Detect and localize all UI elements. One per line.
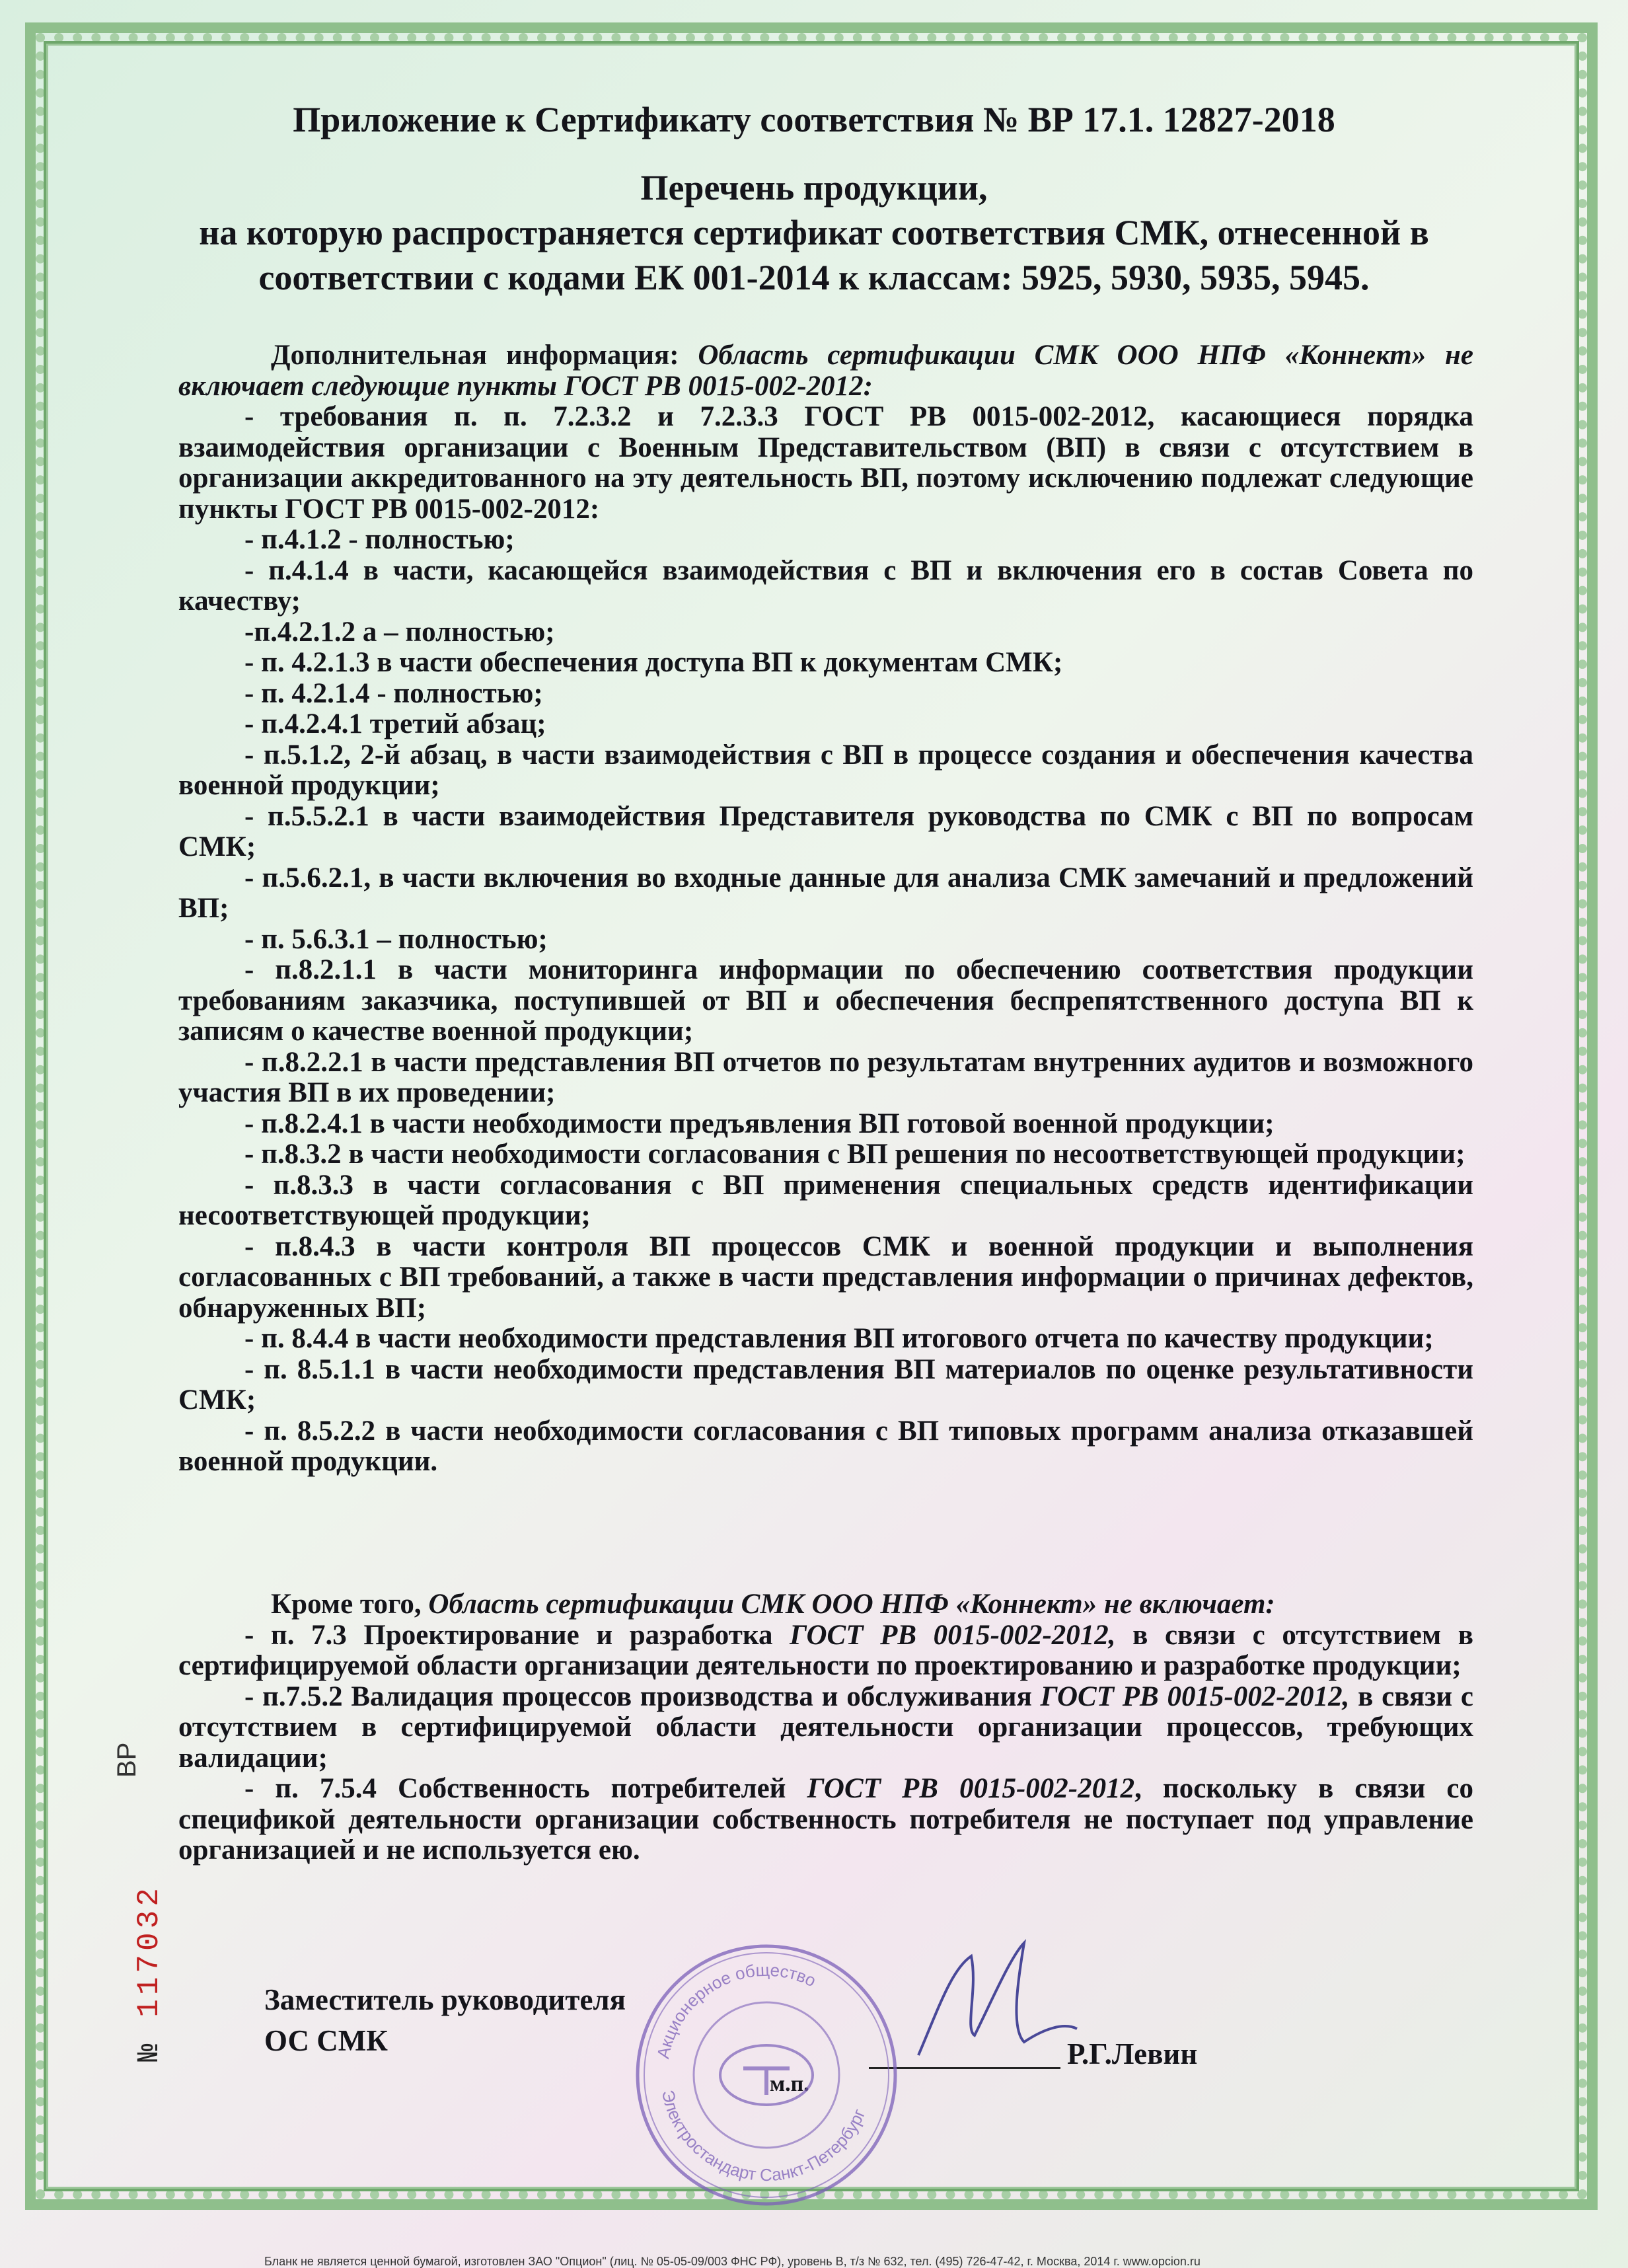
list-item <box>178 1620 1473 1682</box>
list-item: -п.4.2.1.2 а – полностью; <box>244 616 555 648</box>
document-subtitle <box>99 165 1529 300</box>
list-item: - требования п. п. 7.2.3.2 и 7.2.3.3 ГОСТ РВ 0015-002-2012, касающиеся порядка взаимодействия организации с Военным Представительством (ВП) в связи с отсутствием в организации аккредитованного на эту деятельность ВП, поэтому исключению подлежат следующие пункты ГОСТ РВ 0015-002-2012: <box>178 401 1473 525</box>
list-item: - п.4.2.4.1 третий абзац; <box>244 708 546 739</box>
list-item: - п.8.2.2.1 в части представления ВП отчетов по результатам внутренних аудитов и возможного участия ВП в их проведении; <box>178 1046 1473 1108</box>
document-title: Приложение к Сертификату соответствия № ВР 17.1. 12827-2018 <box>293 100 1335 139</box>
handwritten-signature <box>912 1930 1084 2068</box>
list-item: - п.5.5.2.1 в части взаимодействия Представителя руководства по СМК с ВП по вопросам СМК; <box>178 800 1473 862</box>
subtitle-line-3: соответствии с кодами ЕК 001-2014 к классам: 5925, 5930, 5935, 5945. <box>258 258 1370 297</box>
list-item: - п.4.1.4 в части, касающейся взаимодействия с ВП и включения его в состав Совета по качеству; <box>178 554 1473 617</box>
form-serial-number <box>132 1884 166 2062</box>
serial-prefix: № <box>132 2039 166 2062</box>
list-item: - п. 5.6.3.1 – полностью; <box>244 923 548 955</box>
list-item: - п.8.2.1.1 в части мониторинга информации по обеспечению соответствия продукции требованиям заказчика, поступившей от ВП и обеспечения беспрепятственного доступа ВП к записям о качестве военной продукции; <box>178 954 1473 1047</box>
section2-lead <box>178 1589 1473 1620</box>
form-footer-note: Бланк не является ценной бумагой, изготовлен ЗАО "Опцион" (лиц. № 05-05-09/003 ФНС РФ), уровень В, т/з № 632, тел. (495) 726-47-42, г. Москва, 2014 г. www.opcion.ru <box>264 2255 1201 2268</box>
item-standard: ГОСТ РВ 0015-002-2012 <box>807 1773 1135 1804</box>
stamp-place-label: м.п. <box>770 2072 809 2096</box>
signer-name: Р.Г.Левин <box>1067 2037 1198 2070</box>
section2-lead-italic: Область сертификации СМК ООО НПФ «Коннект» не включает: <box>428 1589 1275 1620</box>
list-item: - п. 4.2.1.3 в части обеспечения доступа ВП к документам СМК; <box>244 647 1063 678</box>
svg-text:Акционерное общество <box>653 1960 819 2060</box>
intro-lead: Дополнительная информация: <box>271 340 698 371</box>
item-text: в связи с отсутствием в сертифицируемой области деятельности организации процессов, требующих валидации; <box>178 1681 1473 1774</box>
list-item: - п. 4.2.1.4 - полностью; <box>244 677 543 709</box>
list-item <box>178 1682 1473 1774</box>
list-item: - п.4.1.2 - полностью; <box>244 524 515 555</box>
organization-stamp <box>628 1936 905 2214</box>
stamp-ring-bottom: Электростандарт Санкт-Петербург <box>657 2088 870 2185</box>
list-item: - п.8.4.3 в части контроля ВП процессов СМК и военной продукции и выполнения согласованных с ВП требований, а также в части представления информации о причинах дефектов, обнаруженных ВП; <box>178 1230 1473 1324</box>
item-standard: ГОСТ РВ 0015-002-2012, <box>1040 1681 1350 1712</box>
intro-lead-italic: Область сертификации СМК ООО НПФ «Коннект» не включает следующие пункты ГОСТ РВ 0015-002-2012: <box>178 340 1473 402</box>
list-item <box>178 1774 1473 1866</box>
list-item: - п.8.2.4.1 в части необходимости предъявления ВП готовой военной продукции; <box>244 1108 1275 1139</box>
item-text: - п. 7.5.4 Собственность потребителей <box>244 1773 807 1804</box>
section2-lead-text: Кроме того, <box>271 1589 429 1620</box>
intro-paragraph <box>178 340 1473 402</box>
additional-exclusions <box>178 1589 1473 1866</box>
list-item: - п.5.6.2.1, в части включения во входные данные для анализа СМК замечаний и предложений ВП; <box>178 862 1473 924</box>
item-standard: ГОСТ РВ 0015-002-2012, <box>790 1619 1116 1651</box>
subtitle-line-1: Перечень продукции, <box>640 168 988 208</box>
subtitle-line-2: на которую распространяется сертификат соответствия СМК, отнесенной в <box>199 213 1429 252</box>
item-text: , поскольку в связи со спецификой деятельности организации собственность потребителя не поступает под управление организацией и не используется ею. <box>178 1773 1473 1866</box>
signer-position-1: Заместитель руководителя <box>264 1983 626 2016</box>
stamp-ring-top: Акционерное общество <box>653 1959 819 2060</box>
item-text: в связи с отсутствием в сертифицируемой области организации деятельности по проектированию и разработке продукции; <box>178 1619 1473 1681</box>
item-text: - п. 7.3 Проектирование и разработка <box>244 1619 790 1651</box>
exclusions-list <box>178 340 1473 1478</box>
form-series: ВР <box>112 1742 141 1778</box>
signer-position-2: ОС СМК <box>264 2024 388 2057</box>
serial-value: 117032 <box>132 1884 166 2018</box>
list-item: - п. 8.5.1.1 в части необходимости представления ВП материалов по оценке результативности СМК; <box>178 1353 1473 1416</box>
list-item: - п.5.1.2, 2-й абзац, в части взаимодействия с ВП в процессе создания и обеспечения качества военной продукции; <box>178 739 1473 801</box>
item-text: - п.7.5.2 Валидация процессов производства и обслуживания <box>244 1681 1041 1712</box>
list-item: - п. 8.4.4 в части необходимости представления ВП итогового отчета по качеству продукции; <box>244 1323 1434 1354</box>
list-item: - п.8.3.3 в части согласования с ВП применения специальных средств идентификации несоответствующей продукции; <box>178 1169 1473 1231</box>
list-item: - п. 8.5.2.2 в части необходимости согласования с ВП типовых программ анализа отказавшей военной продукции. <box>178 1415 1473 1477</box>
list-item: - п.8.3.2 в части необходимости согласования с ВП решения по несоответствующей продукции; <box>244 1139 1465 1170</box>
